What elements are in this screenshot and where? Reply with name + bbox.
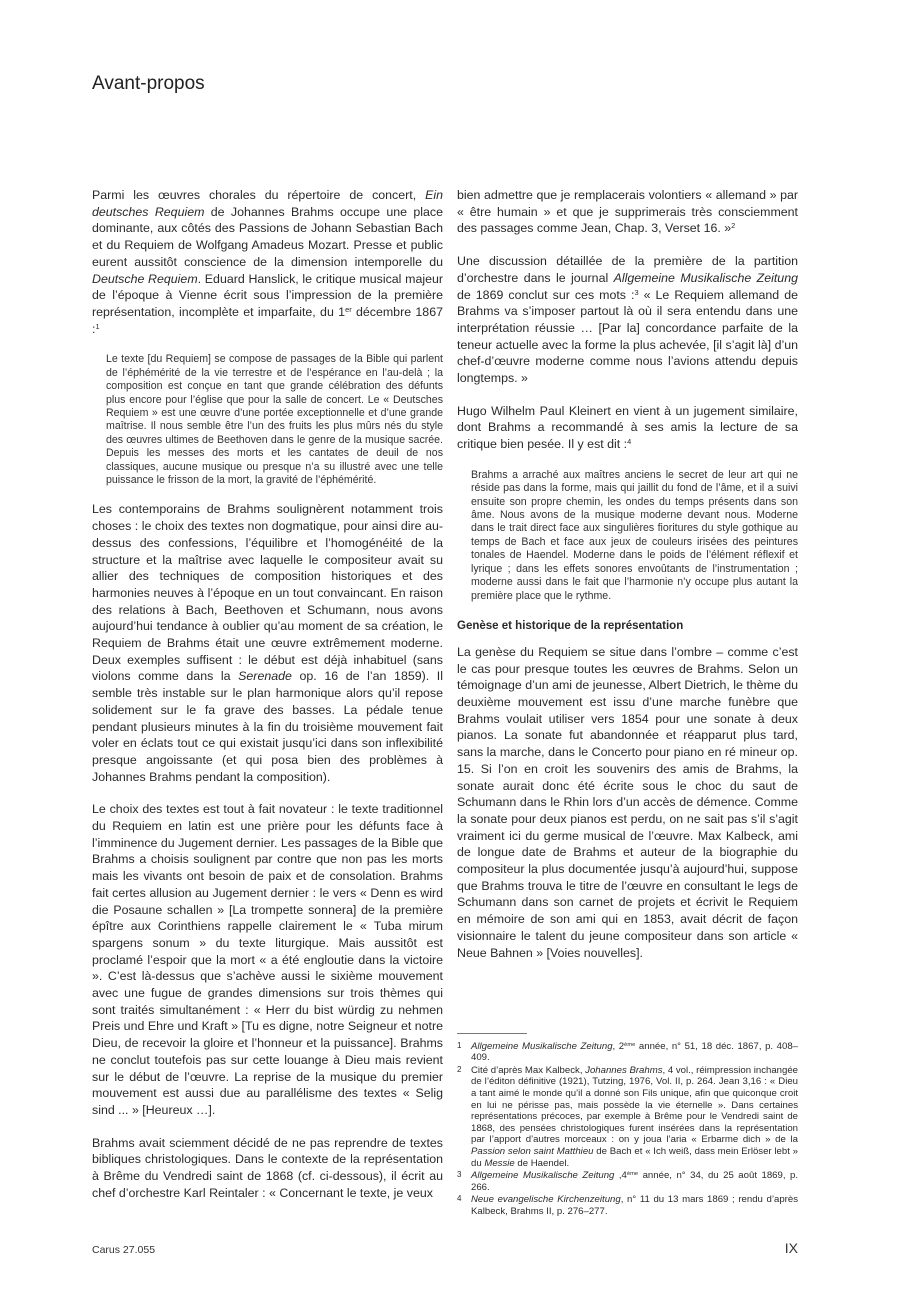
quote-kleinert [457, 469, 798, 603]
italic-title: Allgemeine Musikalische Zeitung [471, 1170, 615, 1182]
footnote-number: 1 [457, 1040, 462, 1050]
text-run: Le choix des textes est tout à fait novateur : le texte traditionnel du Requiem en latin est une prière pour les défunts face à l’imminence du Jugement dernier. Les passages de la Bible que Brahms a choisis soulignent par contre que non pas les morts mais les vivants ont besoin de paix et de consolation. Brahms fait certes allusion au Jugement dernier : le vers « Denn es wird die Posaune schallen » [La trompette sonnera] de la première épître aux Corinthiens rappelle clairement le « Tuba mirum spargens sonum » du texte liturgique. Mais aussitôt est proclamé l’espoir que la mort « a été engloutie dans la victoire ». C’est là-dessus que s’achève aussi le sixième mouvement avec une fugue de grandes dimensions sur trois thèmes qui sont traités simultanément : « Herr du bist würdig zu nehmen Preis und Ehre und Kraft » [Tu es digne, notre Seigneur et notre Dieu, de recevoir la gloire et l’honneur et la puissance]. Brahms ne conclut toutefois pas sur cette louange à Dieu mais revient sur le début de l’œuvre. La reprise de la musique du premier mouvement est aussi due au parallélisme des textes « Selig sind ... » [Heureux …]. [92, 802, 443, 1117]
footnote [457, 1169, 798, 1193]
text-run: Cité d’après Max Kalbeck, [471, 1064, 586, 1076]
paragraph-intro [92, 187, 443, 337]
paragraph-genese [457, 644, 798, 961]
footnote [457, 1040, 798, 1064]
page-number: IX [784, 1239, 798, 1256]
italic-title: Deutsche Requiem [92, 271, 198, 286]
superscript: ème [626, 1170, 639, 1177]
footnote-number: 4 [457, 1194, 462, 1204]
text-run: « Le Requiem allemand de Brahms va s’imposer partout là où il sera entendu dans une interprétation réussie … [Par la] concordance parfaite de la teneur actuelle avec la forme la plus achevée, [il s’agit là] d’un chef-d’œuvre moderne comme nous l’avions attendu depuis longtemps. » [457, 287, 798, 386]
italic-title: Johannes Brahms [585, 1064, 663, 1076]
text-run: de 1869 conclut sur ces mots : [457, 287, 635, 302]
footnote-number: 3 [457, 1170, 462, 1180]
page-title: Avant-propos [92, 73, 205, 94]
text-run: de Johannes Brahms occupe une place dominante, aux côtés des Passions de Johann Sebastian Bach et du Requiem de Wolfgang Amadeus Mozart. Presse et public eurent aussitôt conscience de la dimension intemporelle du [92, 204, 443, 269]
footnote [457, 1064, 798, 1169]
right-column [457, 187, 798, 1218]
text-run: Brahms a arraché aux maîtres anciens le secret de leur art qui ne réside pas dans la forme, mais qui jaillit du fond de l’âme, et il a suivi ensuite son propre chemin, les ondes du temps présents dans son âme. Nous avons de la musique moderne devant nous. Moderne dans le trait direct face aux singulières fioritures du style gothique au temps de Bach et face aux jeux de couleurs irisées des peintures tonales de Haendel. Moderne dans le poids de l’élément réflexif et lyrique ; dans les effets sonores envoûtants de l’instrumentation ; moderne aussi dans le fait que l’harmonie n’y occupe plus autant la première place que le rythme. [471, 468, 798, 602]
superscript: 3 [634, 287, 639, 297]
text-run: décembre 1867 : [92, 304, 443, 336]
text-run: La genèse du Requiem se situe dans l’ombre – comme c’est le cas pour presque toutes les œuvres de Brahms. Selon un témoignage d’un ami de jeunesse, Albert Dietrich, le thème du deuxième mouvement est issu d’une marche funèbre que Brahms voulait utiliser vers 1854 pour une sonate à deux pianos. La sonate fut abandonnée et réapparut plus tard, sans la marche, dans le Concerto pour piano en ré mineur op. 15. Si l’on en croit les souvenirs des amis de Brahms, la sonate aurait donc été écrite sous le choc du saut de Schumann dans le Rhin lors d’un accès de démence. Comme la sonate pour deux pianos est perdu, on ne sait pas s’il s’agit vraiment ici du germe musical de l’œuvre. Max Kalbeck, ami de longue date de Brahms et auteur de la biographie du compositeur la plus documentée jusqu’à aujourd’hui, suppose que Brahms trouva le titre de l’œuvre en consultant le legs de Schumann dans son carnet de projets et écrivit le Requiem en mémoire de son ami qui en 1853, avait décrit de façon visionnaire le talent du jeune compositeur dans son article « Neue Bahnen » [Voies nouvelles]. [457, 644, 798, 960]
superscript: 4 [627, 437, 632, 447]
text-run: , n° 11 du 13 mars 1869 ; rendu d’après Kalbeck, Brahms II, p. 276–277. [471, 1194, 798, 1217]
text-run: ,4 [614, 1170, 627, 1182]
text-run: , 4 vol., réimpression inchangée de l’éditon définitive (1921), Tutzing, 1976, Vol. II, p. 264. Jean 3,16 : « Dieu a tant aimé le monde qu’il a donné son Fils unique, afin que quiconque croit en lui ne périsse pas, mais possède la vie éternelle ». Dans certaines représentations précoces, par exemple à Brême pour le Vendredi saint de 1868, des pensées christologiques furent insérées dans la représentation par l’apport d’autres morceaux : on y joua l’aria « Erbarme dich » de la [471, 1064, 799, 1146]
footnotes-area [457, 1013, 798, 1218]
paragraph-kleinert [457, 403, 798, 453]
italic-title: Allgemeine Musikalische Zeitung [613, 270, 798, 285]
text-run: Brahms avait sciemment décidé de ne pas reprendre de textes bibliques christologiques. Dans le contexte de la représentation à Brême du Vendredi saint de 1868 (cf. ci-dessous), il écrit au chef d’orchestre Karl Reintaler : « Concernant le texte, je veux [92, 1135, 443, 1200]
paragraph-christologiques [92, 1135, 443, 1202]
text-run: , 2 [612, 1040, 625, 1052]
quote-hanslick [92, 353, 443, 487]
text-run: . Eduard Hanslick, le critique musical majeur de l’époque à Vienne écrit sous l’impression de la première représentation, incomplète et imparfaite, du 1 [92, 271, 443, 319]
italic-title: Passion selon saint Matthieu [471, 1145, 594, 1157]
text-run: Hugo Wilhelm Paul Kleinert en vient à un jugement similaire, dont Brahms a recommandé à ses amis la lecture de sa critique bien pesée. Il y est dit : [457, 403, 798, 452]
italic-title: Serenade [238, 669, 292, 684]
text-run: Parmi les œuvres chorales du répertoire de concert, [92, 188, 426, 202]
left-column [92, 187, 443, 1218]
text-run: de Bach et « Ich weiß, dass mein Erlöser lebt » du [471, 1145, 799, 1169]
text-run: op. 16 de l’an 1859). Il semble très instable sur le plan harmonique alors qu’il repose solidement sur le fa grave des basses. La pédale tenue pendant plusieurs minutes à la fin du troisième mouvement fait voler en éclats tout ce qui existait jusqu’ici dans son inflexibilité presque angoissante (et qui posa bien des problèmes à Johannes Brahms pendant la composition). [92, 669, 443, 784]
footnotes [457, 1040, 798, 1218]
paragraph-continuation [457, 187, 798, 237]
superscript: 2 [731, 221, 736, 231]
footnote-divider [457, 1033, 527, 1034]
page-footer [92, 1240, 798, 1256]
text-run: année, n° 34, du 25 août 1869, p. 266. [471, 1170, 798, 1193]
paragraph-contemporains [92, 501, 443, 785]
superscript: ème [624, 1041, 636, 1048]
section-heading: Genèse et historique de la représentation [457, 619, 684, 632]
footnote-number: 2 [457, 1064, 462, 1074]
publisher-code: Carus 27.055 [92, 1243, 156, 1256]
columns [92, 187, 798, 1218]
superscript: 1 [95, 321, 100, 331]
text-run: de Haendel. [514, 1157, 570, 1169]
italic-title: Messie [484, 1157, 515, 1169]
paragraph-choix-textes [92, 801, 443, 1118]
text-run: Les contemporains de Brahms soulignèrent notamment trois choses : le choix des textes non dogmatique, pour ainsi dire au-dessus des confessions, l’équilibre et l’homogénéité de la structure et la maîtrise avec laquelle le compositeur avait su allier des techniques de composition historiques et des harmonies neuves à l’époque en un tout convaincant. En raison des relations à Bach, Beethoven et Schumann, nous avons aujourd’hui tendance à oublier qu’au moment de sa création, le Requiem de Brahms était une œuvre extrêmement moderne. Deux exemples suffisent : le début est déjà inhabituel (sans violons comme dans la [92, 502, 443, 684]
text-run: Une discussion détaillée de la première de la partition d’orchestre dans le journal [457, 254, 798, 285]
italic-title: Ein deutsches Requiem [92, 188, 443, 219]
superscript: er [345, 304, 352, 314]
paragraph-amz [457, 253, 798, 387]
italic-title: Allgemeine Musikalische Zeitung [471, 1040, 613, 1052]
text-run: Le texte [du Requiem] se compose de passages de la Bible qui parlent de l’éphémérité de la vie terrestre et de l’espérance en l’au-delà ; la composition est conçue en tant que grande célébration des défunts plus encore pour l’église que pour la salle de concert. Le « Deutsches Requiem » est une œuvre d’une portée exceptionnelle et d’une grande maîtrise. Il nous semble être l’un des fruits les plus mûrs nés du style des œuvres ultimes de Beethoven dans le genre de la musique sacrée. Depuis les messes des morts et les cantates de deuil de nos classiques, aucune musique ou presque n’a su illustré avec une telle puissance le frisson de la mort, la gravité de l’éphémérité. [106, 353, 443, 486]
text-run: année, n° 51, 18 déc. 1867, p. 408–409. [471, 1040, 798, 1064]
italic-title: Neue evangelische Kirchenzeitung [471, 1194, 621, 1206]
footnote [457, 1193, 798, 1217]
text-run: bien admettre que je remplacerais volontiers « allemand » par « être humain » et que je supprimerais très consciemment des passages comme Jean, Chap. 3, Verset 16. » [457, 188, 798, 236]
